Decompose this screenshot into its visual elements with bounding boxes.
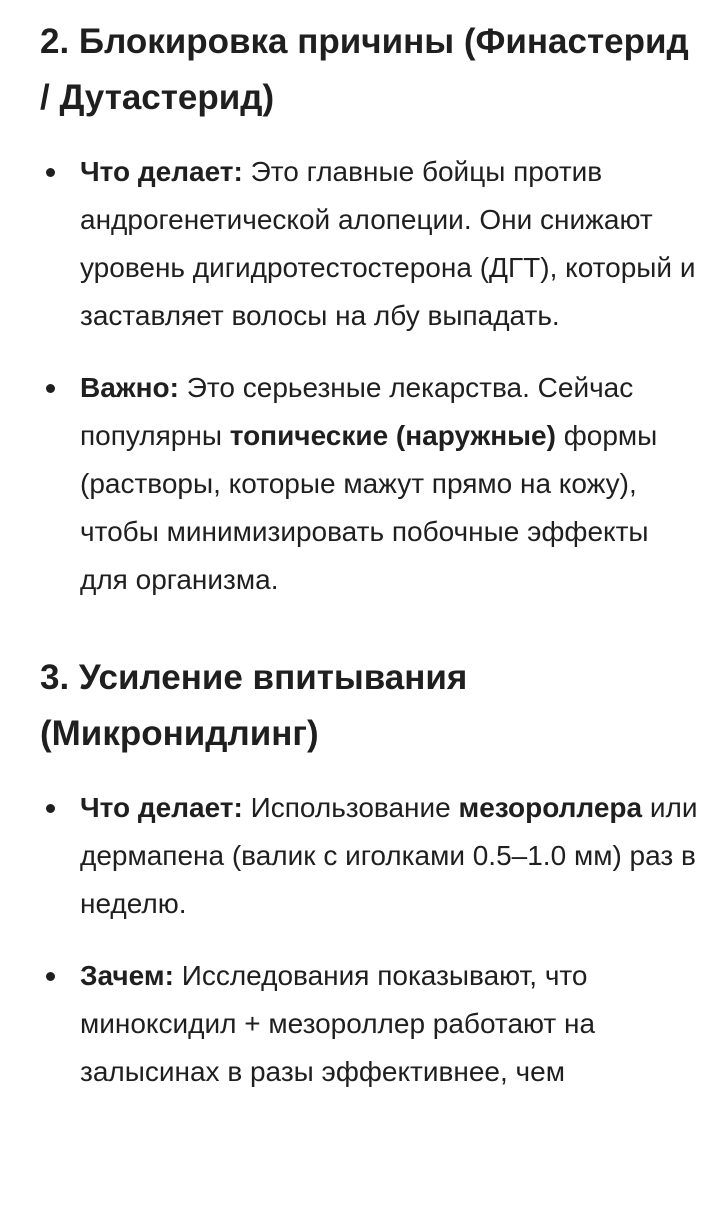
item-label: Зачем: <box>80 960 174 991</box>
section-2-heading: 2. Блокировка причины (Финастерид / Дутастерид) <box>40 22 689 117</box>
list-item <box>40 364 700 604</box>
item-text: или дермапена (валик с иголками 0.5–1.0 мм) раз в неделю. <box>80 792 698 919</box>
section-2-list <box>40 148 700 604</box>
item-bold-text: топические (наружные) <box>229 420 556 451</box>
item-label: Важно: <box>80 372 179 403</box>
item-text: Это серьезные лекарства. Сейчас популярны <box>80 372 634 451</box>
list-item <box>40 784 700 928</box>
item-bold-text: мезороллера <box>458 792 643 823</box>
item-text: Использование <box>242 792 459 823</box>
bullet-icon <box>46 168 55 177</box>
item-label: Что делает: <box>80 792 243 823</box>
section-3-list <box>40 784 700 1096</box>
item-text: Исследования показывают, что миноксидил + мезороллер работают на залысинах в разы эффективнее, чем <box>80 960 596 1087</box>
bullet-icon <box>46 972 55 981</box>
bullet-icon <box>46 804 55 813</box>
list-item <box>40 952 700 1096</box>
article-content <box>40 14 700 1096</box>
item-text: формы (растворы, которые мажут прямо на кожу), чтобы минимизировать побочные эффекты для организма. <box>80 420 658 595</box>
section-3-heading: 3. Усиление впитывания (Микронидлинг) <box>40 658 468 753</box>
list-item <box>40 148 700 340</box>
bullet-icon <box>46 384 55 393</box>
item-label: Что делает: <box>80 156 243 187</box>
item-text: Это главные бойцы против андрогенетической алопеции. Они снижают уровень дигидротестостерона (ДГТ), который и заставляет волосы на лбу выпадать. <box>80 156 696 331</box>
